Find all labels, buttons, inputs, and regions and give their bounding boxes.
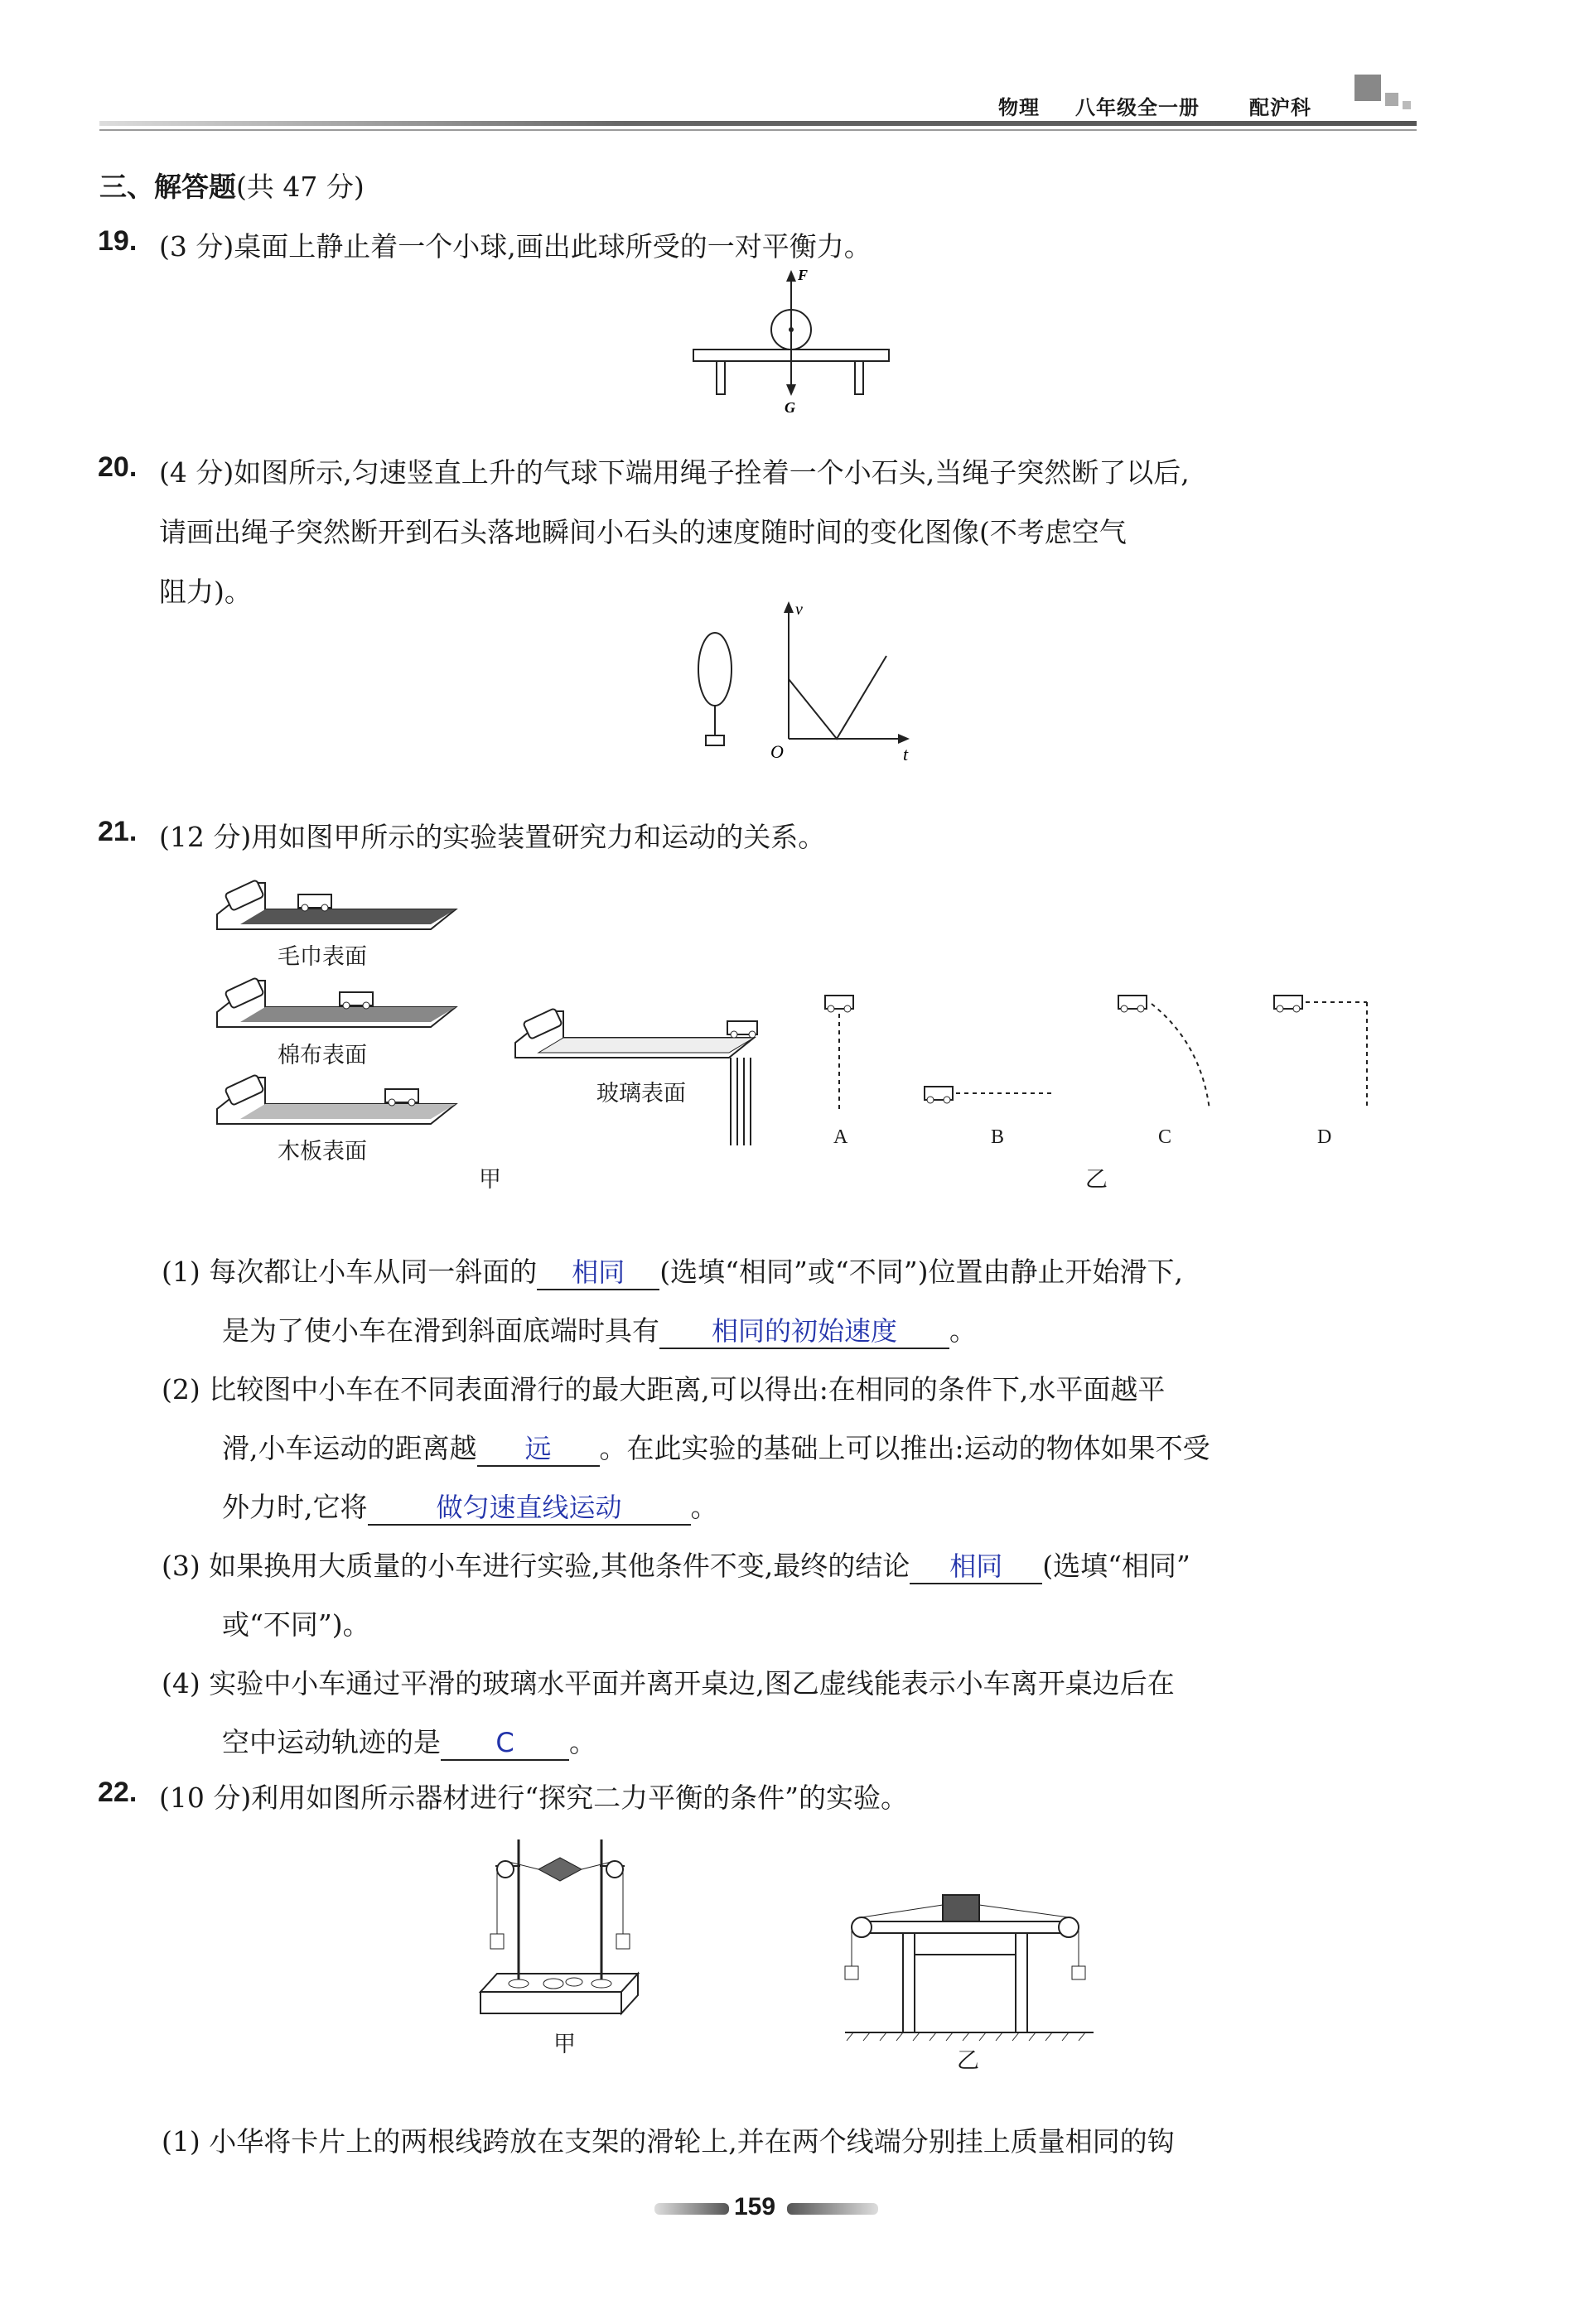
q21-answer-6[interactable]: C [441, 1726, 569, 1761]
ramp-wood [215, 1073, 464, 1131]
q21-p1-line2: 是为了使小车在滑到斜面底端时具有 相同的初始速度 。 [222, 1309, 977, 1349]
surface-label-wood: 木板表面 [278, 1139, 367, 1164]
ramp-towel [215, 878, 464, 936]
section-title: 三、解答题(共 47 分) [99, 171, 365, 203]
option-b-trajectory [925, 1087, 1052, 1103]
option-d-trajectory [1274, 996, 1367, 1110]
v-axis-arrow [784, 601, 794, 613]
balloon [698, 633, 732, 706]
q21-p3-line1: (3) 如果换用大质量的小车进行实验,其他条件不变,最终的结论 相同 (选填“相同” [162, 1545, 1190, 1584]
q20-number: 20. [98, 451, 138, 483]
force-f-arrowhead [786, 270, 796, 282]
page-number: 159 [734, 2193, 776, 2220]
surface-label-cotton: 棉布表面 [278, 1043, 367, 1068]
q21-answer-4[interactable]: 做匀速直线运动 [368, 1491, 691, 1526]
option-d-label: D [1317, 1126, 1332, 1148]
surface-label-towel: 毛巾表面 [278, 944, 367, 970]
q21-fig-jia: 甲 [479, 1167, 501, 1193]
header-edition: 配沪科 [1249, 96, 1311, 119]
header-square-large [1354, 75, 1381, 101]
option-a-trajectory [825, 996, 853, 1110]
option-c-trajectory [1118, 996, 1210, 1110]
q21-answer-2[interactable]: 相同的初始速度 [659, 1314, 949, 1349]
q21-number: 21. [98, 816, 138, 847]
t-axis-label: t [903, 744, 909, 764]
q20-vt-graph [770, 596, 920, 762]
q21-p1-line1: (1) 每次都让小车从同一斜面的 相同 (选填“相同”或“不同”)位置由静止开始滑下, [162, 1251, 1183, 1290]
q20-line1: (4 分)如图所示,匀速竖直上升的气球下端用绳子拴着一个小石头,当绳子突然断了以后, [159, 456, 1190, 489]
q21-answer-1[interactable]: 相同 [537, 1256, 659, 1290]
q22-fig-jia: 甲 [553, 2032, 576, 2057]
t-axis-arrow [898, 734, 910, 744]
footer-bar-left [654, 2203, 729, 2215]
q19-text: (3 分)桌面上静止着一个小球,画出此球所受的一对平衡力。 [159, 230, 872, 263]
q22-text: (10 分)利用如图所示器材进行“探究二力平衡的条件”的实验。 [159, 1782, 908, 1814]
trajectory-options [812, 986, 1408, 1118]
ramp-cotton [215, 976, 464, 1034]
header-square-medium [1385, 93, 1398, 106]
header-square-small [1403, 101, 1411, 109]
q22-p1-line1: (1) 小华将卡片上的两根线跨放在支架的滑轮上,并在两个线端分别挂上质量相同的钩 [162, 2125, 1175, 2158]
q19-number: 19. [98, 225, 138, 257]
q21-p3-line2: 或“不同”)。 [222, 1608, 370, 1641]
q22-figure-jia [479, 1826, 645, 2025]
q21-p2-line2: 滑,小车运动的距离越 远 。在此实验的基础上可以推出:运动的物体如果不受 [222, 1427, 1210, 1467]
q21-answer-5[interactable]: 相同 [910, 1550, 1042, 1584]
table-leg-right [855, 361, 863, 394]
q22-fig-yi: 乙 [957, 2048, 979, 2074]
stone [706, 735, 724, 745]
header-rule-thin [99, 129, 1417, 131]
q22-number: 22. [98, 1777, 138, 1808]
q21-p4-line1: (4) 实验中小车通过平滑的玻璃水平面并离开桌边,图乙虚线能表示小车离开桌边后在 [162, 1667, 1175, 1700]
header-rule [99, 121, 1417, 126]
surface-label-glass: 玻璃表面 [596, 1081, 686, 1107]
q21-fig-yi: 乙 [1085, 1167, 1108, 1193]
origin-label: O [770, 741, 784, 762]
force-g-label: G [785, 399, 795, 416]
option-c-label: C [1158, 1126, 1172, 1148]
q21-p4-line2: 空中运动轨迹的是 C 。 [222, 1721, 596, 1761]
option-a-label: A [833, 1126, 848, 1148]
header-subject: 物理 [998, 96, 1040, 119]
q21-p2-line1: (2) 比较图中小车在不同表面滑行的最大距离,可以得出:在相同的条件下,水平面越平 [162, 1373, 1166, 1405]
q20-balloon-figure [694, 629, 744, 762]
q20-line3: 阻力)。 [159, 576, 252, 608]
force-f-label: F [798, 267, 809, 283]
table-leg-left [717, 361, 725, 394]
q20-line2: 请画出绳子突然断开到石头落地瞬间小石头的速度随时间的变化图像(不考虑空气 [159, 516, 1127, 548]
q22-figure-yi [837, 1880, 1102, 2046]
option-b-label: B [991, 1126, 1005, 1148]
q21-text: (12 分)用如图甲所示的实验装置研究力和运动的关系。 [159, 821, 826, 853]
velocity-curve [789, 656, 886, 739]
q19-figure [688, 265, 903, 422]
v-axis-label: v [795, 600, 803, 619]
q21-answer-3[interactable]: 远 [477, 1432, 600, 1467]
force-g-arrowhead [786, 384, 796, 396]
footer-bar-right [787, 2203, 878, 2215]
q21-p2-line3: 外力时,它将 做匀速直线运动 。 [222, 1486, 718, 1526]
header-grade: 八年级全一册 [1075, 96, 1200, 119]
